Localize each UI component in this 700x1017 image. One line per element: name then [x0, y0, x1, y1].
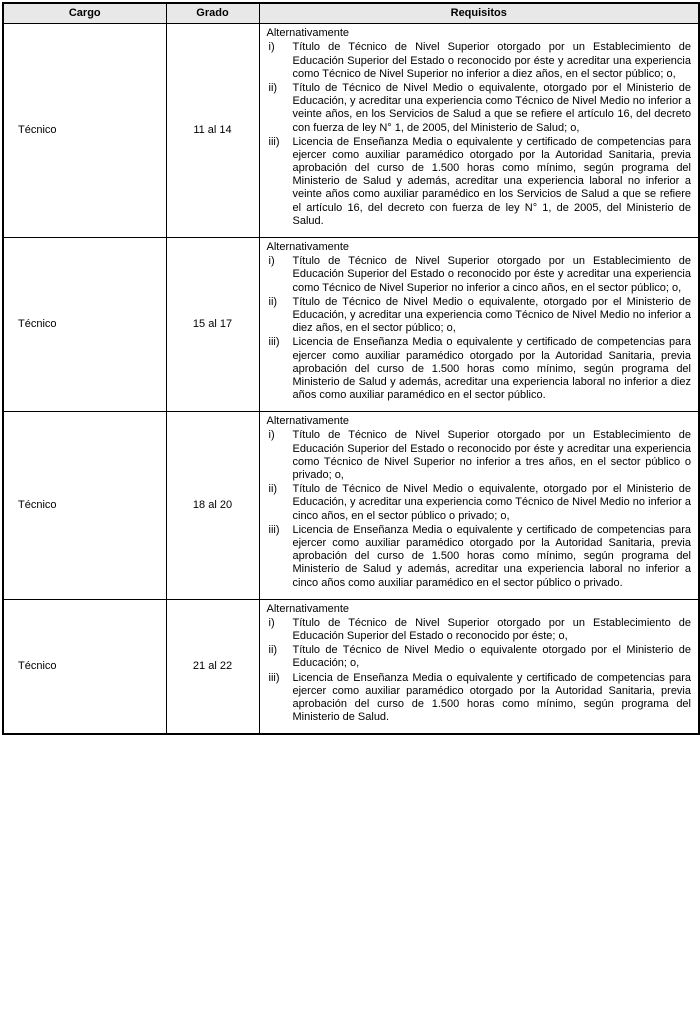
item-label: ii): [268, 295, 278, 308]
item-text: Título de Técnico de Nivel Superior otorgado por un Establecimiento de Educación Superior del Estado o reconocido por éste y acreditar una experiencia como Técnico de Nivel Superior no inferior a diez años, en el sector público; o,: [292, 41, 691, 80]
item-label: i): [268, 429, 275, 442]
item-text: Título de Técnico de Nivel Medio o equivalente, otorgado por el Ministerio de Educación, y acreditar una experiencia como Técnico de Nivel Medio no inferior a diez años, en el sector público; o,: [292, 295, 691, 335]
table-body: [3, 24, 699, 735]
requirement-item: [267, 41, 692, 81]
item-text: Título de Técnico de Nivel Medio o equivalente, otorgado por el Ministerio de Educación, y acreditar una experiencia como Técnico de Nivel Medio no inferior a cinco años, en el sector público o privado; o,: [292, 483, 691, 522]
item-text: Título de Técnico de Nivel Superior otorgado por un Establecimiento de Educación Superior del Estado o reconocido por éste; o,: [292, 616, 691, 643]
requirement-item: [267, 644, 692, 670]
cargo-cell: Técnico: [3, 599, 166, 734]
requisitos-cell: [259, 412, 699, 599]
item-text: Licencia de Enseñanza Media o equivalente y certificado de competencias para ejercer como auxiliar paramédico otorgado por la Autoridad Sanitaria, previa aprobación del curso de 1.500 horas como mínimo, según programa del Ministerio de Salud.: [292, 671, 691, 724]
item-text: Título de Técnico de Nivel Medio o equivalente otorgado por el Ministerio de Educación; o,: [292, 644, 691, 670]
column-header-grado: Grado: [166, 3, 259, 24]
alternativamente-label: Alternativamente: [266, 602, 350, 615]
requirement-item: [267, 82, 692, 135]
table-row: [3, 238, 699, 412]
table-row: [3, 599, 699, 734]
item-label: iii): [268, 135, 280, 148]
requirement-item: [267, 336, 692, 402]
item-label: iii): [268, 336, 280, 349]
item-text: Licencia de Enseñanza Media o equivalente y certificado de competencias para ejercer como auxiliar paramédico otorgado por la Autoridad Sanitaria, previa aprobación del curso de 1.500 horas como mínimo, según programa del Ministerio de Salud y además, acreditar una experiencia laboral no inferior a cinco años como auxiliar paramédico en el sector público o privado.: [292, 523, 691, 589]
item-label: iii): [268, 523, 280, 536]
table-row: [3, 24, 699, 238]
item-label: i): [268, 616, 275, 629]
alternativamente-label: Alternativamente: [266, 415, 350, 428]
item-text: Licencia de Enseñanza Media o equivalente y certificado de competencias para ejercer como auxiliar paramédico otorgado por la Autoridad Sanitaria, previa aprobación del curso de 1.500 horas como mínimo, según programa del Ministerio de Salud y además, acreditar una experiencia laboral no inferior a veinte años como auxiliar paramédico en los Servicios de Salud a que se refiere el artículo 16, del decreto con fuerza de ley N° 1, de 2005, del Ministerio de Salud.: [292, 135, 691, 227]
item-text: Título de Técnico de Nivel Superior otorgado por un Establecimiento de Educación Superior del Estado o reconocido por éste y acreditar una experiencia como Técnico de Nivel Superior no inferior a cinco años, en el sector público; o,: [292, 255, 691, 294]
item-label: iii): [268, 671, 280, 684]
requirements-table: [2, 2, 700, 735]
requirement-item: [267, 524, 692, 590]
item-text: Título de Técnico de Nivel Medio o equivalente, otorgado por el Ministerio de Educación, y acreditar una experiencia como Técnico de Nivel Medio no inferior a veinte años, en los Servicios de Salud a que se refiere el artículo 16, del decreto con fuerza de ley N° 1, de 2005, del Ministerio de Salud; o,: [292, 81, 691, 134]
requirement-item: [267, 483, 692, 523]
requirement-item: [267, 136, 692, 228]
column-header-cargo: Cargo: [3, 3, 166, 24]
cargo-cell: Técnico: [3, 238, 166, 412]
column-header-requisitos: Requisitos: [259, 3, 699, 24]
grado-cell: 18 al 20: [166, 412, 259, 599]
requirement-item: [267, 296, 692, 336]
alternativamente-label: Alternativamente: [266, 241, 350, 253]
cargo-cell: Técnico: [3, 24, 166, 238]
requirement-item: [267, 429, 692, 482]
header-row: [3, 3, 699, 24]
grado-cell: 15 al 17: [166, 238, 259, 412]
table-row: [3, 412, 699, 599]
requisitos-cell: [259, 599, 699, 734]
grado-cell: 11 al 14: [166, 24, 259, 238]
item-label: ii): [268, 81, 278, 94]
requisitos-cell: [259, 24, 699, 238]
item-label: i): [268, 255, 275, 268]
requisitos-cell: [259, 238, 699, 412]
grado-cell: 21 al 22: [166, 599, 259, 734]
item-text: Licencia de Enseñanza Media o equivalente y certificado de competencias para ejercer como auxiliar paramédico otorgado por la Autoridad Sanitaria, previa aprobación del curso de 1.500 horas como mínimo, según programa del Ministerio de Salud y además, acreditar una experiencia laboral no inferior a diez años como auxiliar paramédico en el sector público.: [292, 336, 691, 402]
table-header: [3, 3, 699, 24]
item-label: ii): [268, 644, 278, 657]
alternativamente-label: Alternativamente: [266, 27, 350, 40]
item-text: Título de Técnico de Nivel Superior otorgado por un Establecimiento de Educación Superior del Estado o reconocido por éste y acreditar una experiencia como Técnico de Nivel Superior no inferior a tres años, en el sector público o privado; o,: [292, 429, 691, 481]
cargo-cell: Técnico: [3, 412, 166, 599]
requirement-item: [267, 672, 692, 725]
requirement-item: [267, 255, 692, 295]
item-label: ii): [268, 483, 278, 496]
item-label: i): [268, 41, 275, 54]
requirement-item: [267, 617, 692, 643]
